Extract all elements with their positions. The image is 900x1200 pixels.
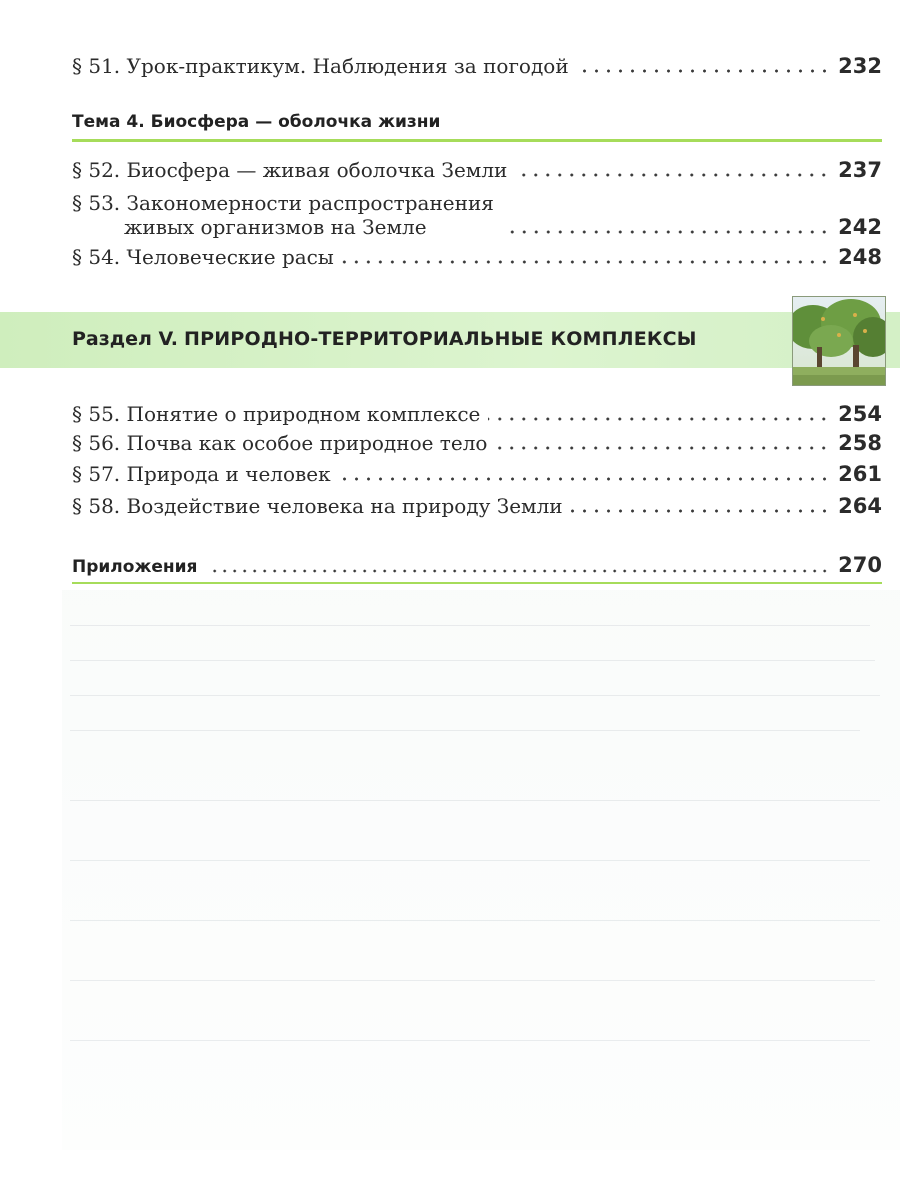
toc-entry-title: § 51. Урок-практикум. Наблюдения за погодой — [72, 54, 569, 78]
dot-leader — [342, 260, 830, 264]
ghost-line — [70, 860, 870, 861]
ghost-line — [70, 920, 880, 921]
toc-entry-title: § 57. Природа и человек — [72, 462, 331, 486]
toc-entry-55[interactable] — [72, 402, 882, 426]
page-number: 261 — [838, 462, 882, 486]
toc-entry-appendix[interactable] — [72, 553, 882, 577]
toc-entry-57[interactable] — [72, 462, 882, 486]
toc-entry-54[interactable] — [72, 245, 882, 269]
page-number: 270 — [838, 553, 882, 577]
dot-leader — [339, 477, 831, 481]
ghost-line — [70, 660, 875, 661]
toc-entry-58[interactable] — [72, 494, 882, 518]
toc-entry-53[interactable] — [72, 189, 882, 239]
toc-entry-title: § 54. Человеческие расы — [72, 245, 334, 269]
page-show-through — [62, 590, 900, 1150]
toc-entry-52[interactable] — [72, 158, 882, 182]
section-heading — [72, 328, 697, 350]
dot-leader — [515, 173, 830, 177]
toc-entry-title: § 56. Почва как особое природное тело — [72, 431, 488, 455]
toc-entry-51[interactable] — [72, 54, 882, 78]
ghost-line — [70, 980, 875, 981]
page-number: 258 — [838, 431, 882, 455]
toc-entry-title: § 58. Воздействие человека на природу Земли — [72, 494, 563, 518]
section-name: ПРИРОДНО-ТЕРРИТОРИАЛЬНЫЕ КОМПЛЕКСЫ — [184, 328, 697, 350]
theme-underline — [72, 139, 882, 142]
page-number: 237 — [838, 158, 882, 182]
toc-entry-title: § 53. Закономерности распространения живых организмов на Земле — [72, 191, 494, 239]
ghost-line — [70, 800, 880, 801]
page-number: 254 — [838, 402, 882, 426]
theme-heading: Тема 4. Биосфера — оболочка жизни — [72, 112, 441, 132]
ghost-line — [70, 625, 870, 626]
dot-leader — [571, 509, 831, 513]
toc-entry-56[interactable] — [72, 431, 882, 455]
appendix-underline — [72, 582, 882, 584]
page-number: 264 — [838, 494, 882, 518]
ghost-line — [70, 730, 860, 731]
ghost-line — [70, 1040, 870, 1041]
toc-entry-title: § 52. Биосфера — живая оболочка Земли — [72, 158, 508, 182]
dot-leader — [488, 417, 830, 421]
page-number: 242 — [838, 215, 882, 239]
orchard-photo-icon — [792, 296, 886, 386]
dot-leader — [495, 446, 830, 450]
toc-entry-title: § 55. Понятие о природном комплексе — [72, 402, 481, 426]
page-number: 232 — [838, 54, 882, 78]
section-prefix: Раздел V. — [72, 328, 179, 350]
dot-leader — [502, 230, 830, 234]
page-number: 248 — [838, 245, 882, 269]
appendix-label: Приложения — [72, 557, 198, 577]
dot-leader — [211, 569, 830, 573]
ghost-line — [70, 695, 880, 696]
dot-leader — [577, 69, 831, 73]
